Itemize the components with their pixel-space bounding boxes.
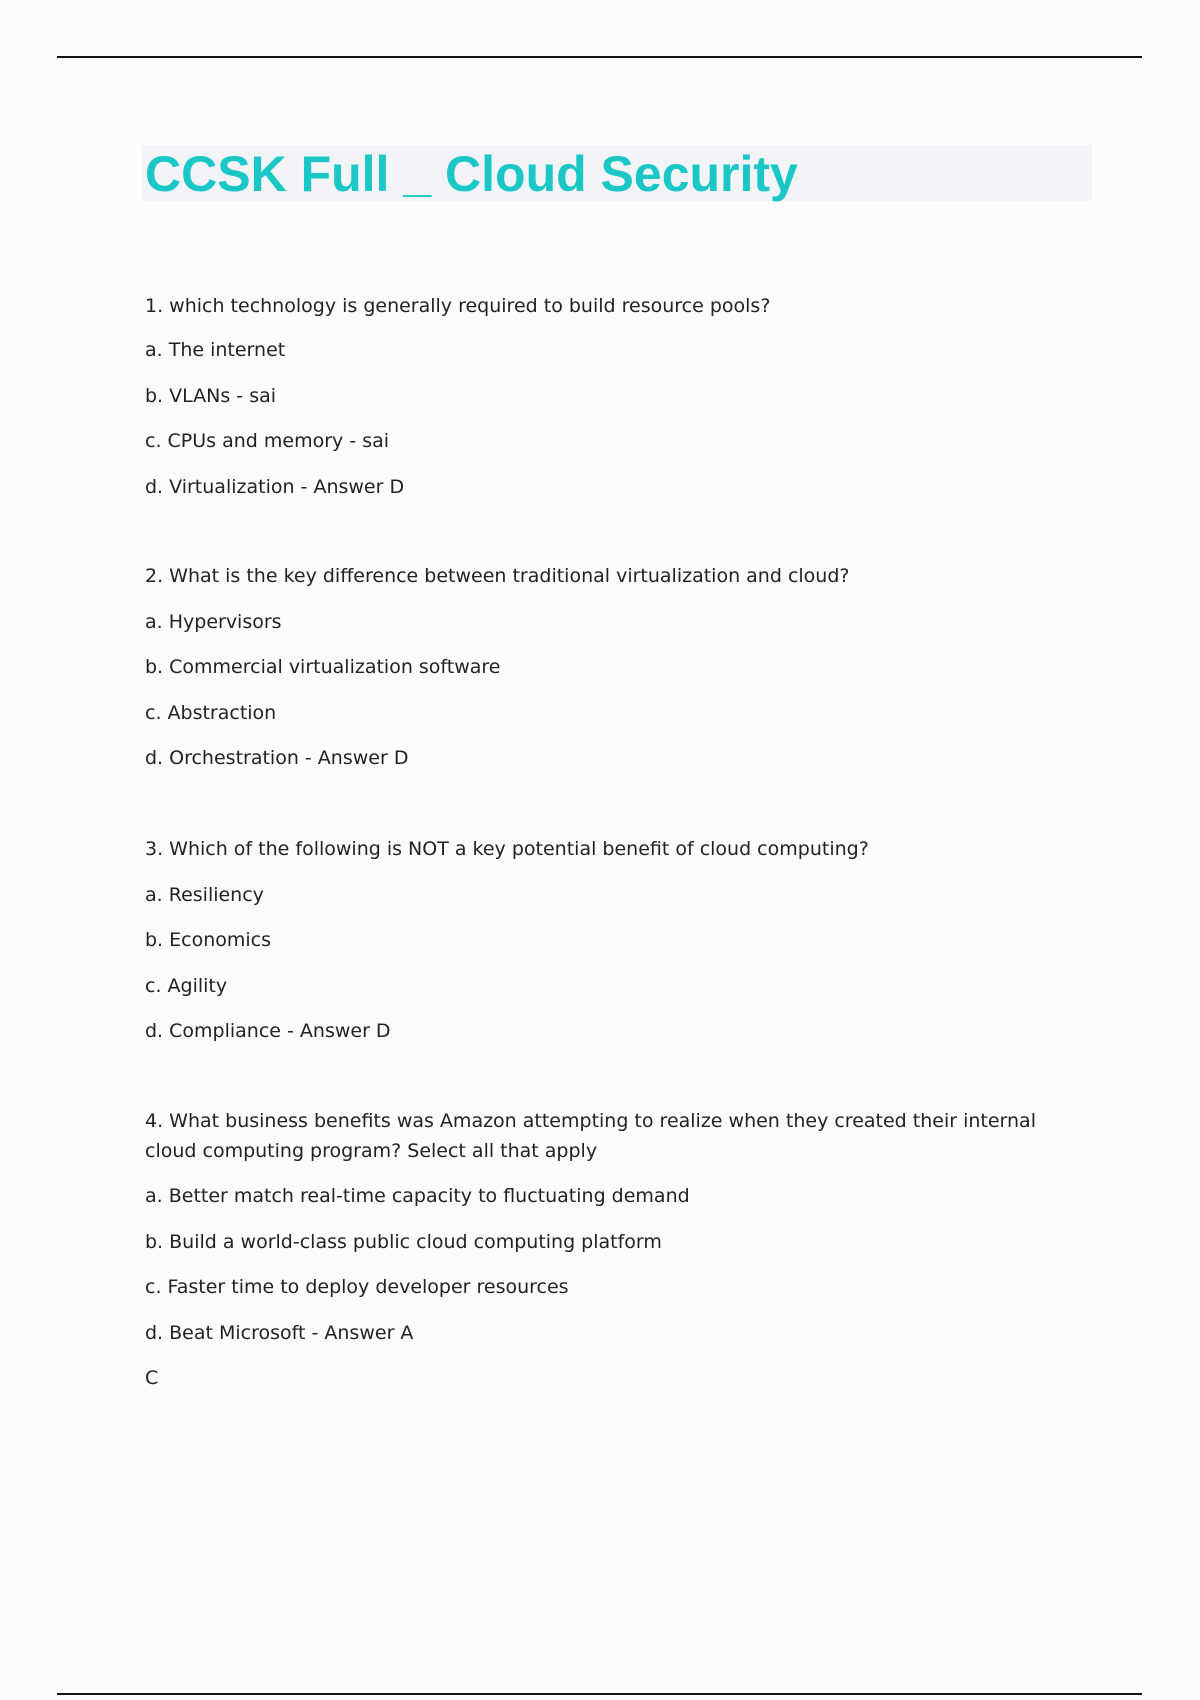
question-text: 1. which technology is generally required to build resource pools?	[145, 295, 771, 317]
answer-option: c. CPUs and memory - sai	[145, 430, 390, 452]
answer-option: a. Resiliency	[145, 884, 264, 906]
answer-option: a. Hypervisors	[145, 611, 282, 633]
answer-option: d. Beat Microsoft - Answer A	[145, 1322, 414, 1344]
footer-rule	[57, 1693, 1142, 1695]
answer-option: c. Faster time to deploy developer resources	[145, 1276, 569, 1298]
answer-option: d. Virtualization - Answer D	[145, 476, 405, 498]
question-text: 2. What is the key difference between traditional virtualization and cloud?	[145, 565, 850, 587]
answer-option: c. Abstraction	[145, 702, 277, 724]
answer-option: b. Build a world-class public cloud computing platform	[145, 1231, 662, 1253]
answer-option: d. Orchestration - Answer D	[145, 747, 409, 769]
answer-option: a. The internet	[145, 339, 286, 361]
header-rule	[57, 56, 1142, 58]
answer-option: b. VLANs - sai	[145, 385, 277, 407]
answer-option: a. Better match real-time capacity to fluctuating demand	[145, 1185, 690, 1207]
answer-continuation: C	[145, 1367, 159, 1389]
question-text: 4. What business benefits was Amazon attempting to realize when they created their internal cloud computing program? Select all that apply	[145, 1110, 1036, 1162]
answer-option: b. Commercial virtualization software	[145, 656, 501, 678]
page-title: CCSK Full _ Cloud Security	[145, 146, 798, 202]
answer-option: b. Economics	[145, 929, 272, 951]
question-text: 3. Which of the following is NOT a key potential benefit of cloud computing?	[145, 838, 869, 860]
answer-option: c. Agility	[145, 975, 228, 997]
answer-option: d. Compliance - Answer D	[145, 1020, 391, 1042]
